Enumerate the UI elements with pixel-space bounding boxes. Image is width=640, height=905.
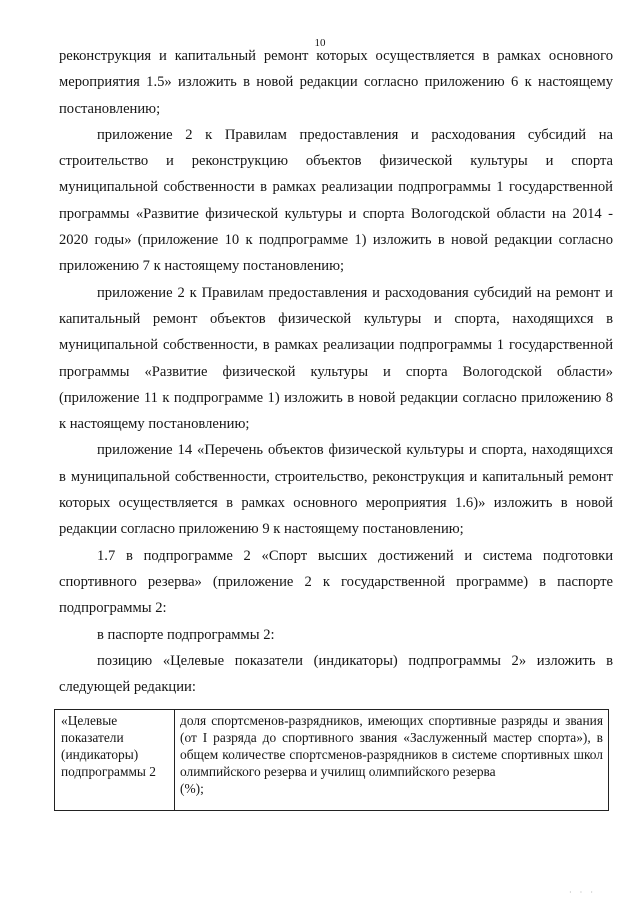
indicator-value-text: доля спортсменов-разрядников, имеющих спортивные разряды и звания (от I разряда до спортивного звания «Заслуженный мастер спорта»), в общем количестве спортсменов-разрядников в системе спортивных школ олимпийского резерва и училищ олимпийского резерва — [180, 713, 603, 779]
page-number: 10 — [314, 37, 326, 49]
paragraph-1-7: 1.7 в подпрограмме 2 «Спорт высших достижений и система подготовки спортивного резерва» (приложение 2 к государственной программе) в паспорте подпрограммы 2: — [59, 547, 613, 617]
paragraph-appendix-14: приложение 14 «Перечень объектов физической культуры и спорта, находящихся в муниципальной собственности, строительство, реконструкция и капитальный ремонт которых осуществляется в рамках основного мероприятия 1.6)» изложить в новой редакции согласно приложению 9 к настоящему постановлению; — [59, 442, 613, 538]
indicator-label-cell: «Целевые показатели (индикаторы) подпрограммы 2 — [55, 710, 175, 811]
indicator-value-cell — [175, 710, 609, 811]
paragraph-appendix-2-construction: приложение 2 к Правилам предоставления и расходования субсидий на строительство и реконструкцию объектов физической культуры и спорта муниципальной собственности в рамках реализации подпрограммы 1 государственной программы «Развитие физической культуры и спорта Вологодской области на 2014 - 2020 годы» (приложение 10 к подпрограмме 1) изложить в новой редакции согласно приложению 7 к настоящему постановлению; — [59, 126, 613, 275]
scan-marks: · · · — [569, 888, 596, 897]
paragraph-passport: в паспорте подпрограммы 2: — [97, 626, 275, 643]
paragraph-continuation: реконструкция и капитальный ремонт которых осуществляется в рамках основного мероприятия 1.5» изложить в новой редакции согласно приложению 6 к настоящему постановлению; — [59, 48, 613, 117]
document-body — [59, 43, 613, 700]
paragraph-position: позицию «Целевые показатели (индикаторы) подпрограммы 2» изложить в следующей редакции: — [59, 652, 613, 696]
indicators-table — [54, 709, 609, 811]
indicator-unit-text: (%); — [180, 780, 204, 796]
paragraph-appendix-2-repair: приложение 2 к Правилам предоставления и расходования субсидий на ремонт и капитальный ремонт объектов физической культуры и спорта, находящихся в муниципальной собственности, в рамках реализации подпрограммы 1 государственной программы «Развитие физической культуры и спорта Вологодской области» (приложение 11 к подпрограмме 1) изложить в новой редакции согласно приложению 8 к настоящему постановлению; — [59, 284, 613, 433]
table-row — [55, 710, 609, 811]
